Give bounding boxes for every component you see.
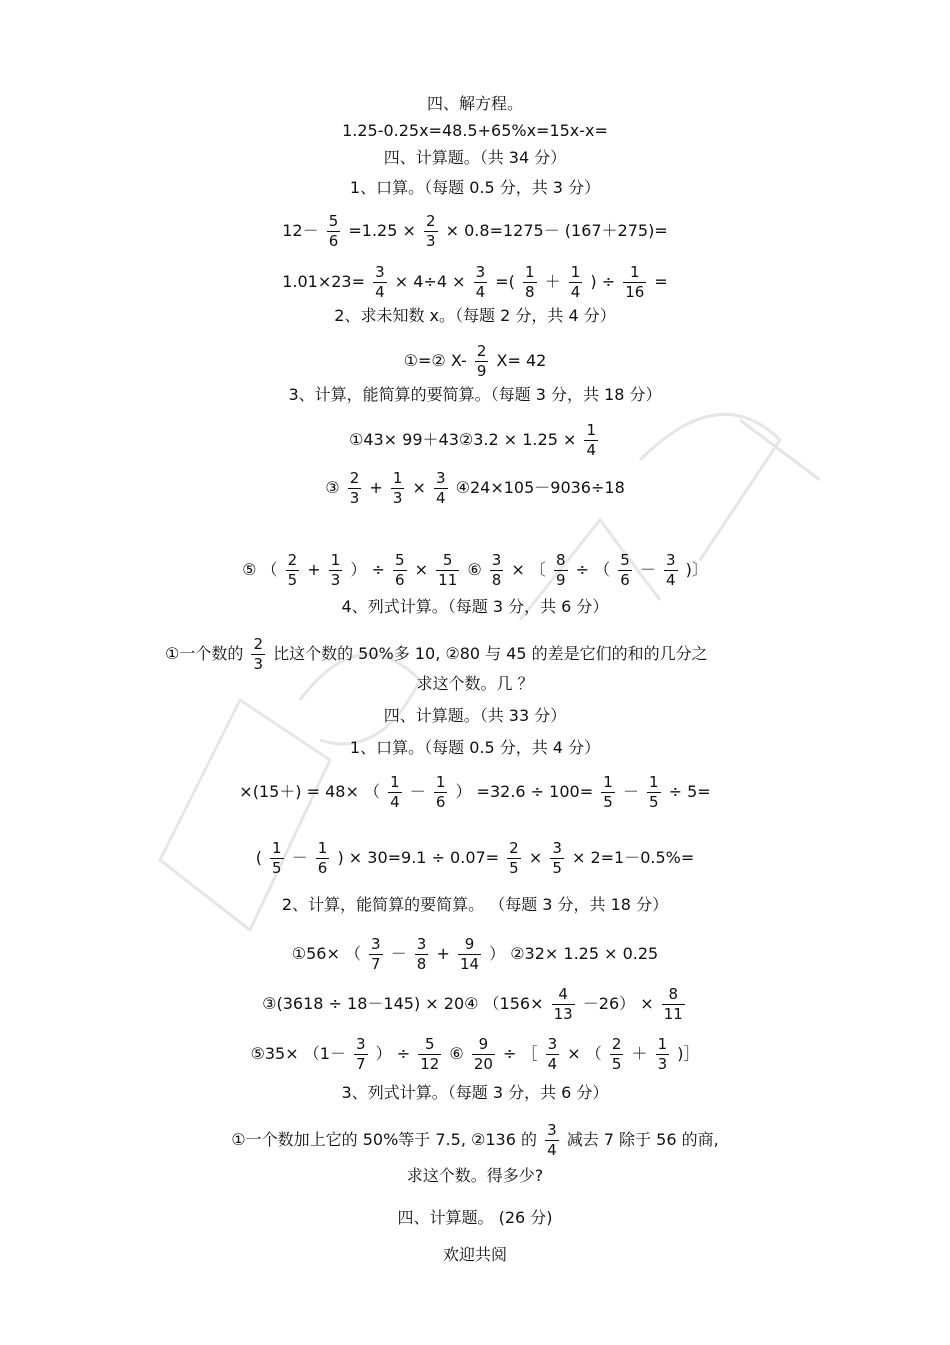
fraction [601,774,615,811]
text-segment: ＋ [544,272,561,291]
text-segment: ⑤35× （1－ [250,1044,346,1063]
numerator: 3 [491,551,502,569]
text-segment: ) × 30=9.1 ÷ 0.07= [337,848,500,867]
section2-word-problem-cont [0,1166,950,1186]
denominator: 4 [666,571,676,589]
denominator: 20 [473,1055,493,1073]
fraction [656,1036,670,1073]
section1-q4-heading [0,597,950,617]
numerator: 2 [611,1035,622,1053]
numerator: 9 [458,936,481,955]
fraction [475,343,489,380]
fraction [393,552,407,589]
denominator: 4 [586,441,597,459]
numerator: 4 [552,986,575,1005]
section1-calc-row1 [0,422,950,459]
text-segment: 3、计算，能简算的要简算。（每题 3 分，共 18 分） [288,385,662,404]
text-segment: ④24×105－9036÷18 [455,478,625,497]
denominator: 11 [663,1005,683,1023]
section3-title [0,1208,950,1228]
fraction [618,552,632,589]
numerator: 1 [603,773,613,791]
text-segment: =( [495,272,515,291]
fraction [373,264,387,301]
denominator: 4 [435,489,446,507]
section1-word-problem-cont [0,674,950,694]
denominator: 5 [611,1055,622,1073]
text-segment: X= 42 [496,351,547,370]
text-segment: ①一个数的 [165,644,244,663]
section1-q2-heading [0,306,950,326]
text-segment: ⑥ [449,1044,464,1063]
section2-q3-heading [0,1083,950,1103]
text-segment: 2、求未知数 x。（每题 2 分，共 4 分） [334,306,616,325]
fraction [490,552,504,589]
fraction [286,552,300,589]
denominator: 7 [355,1055,366,1073]
fraction [584,422,598,459]
numerator: 1 [570,263,581,281]
fraction [415,936,429,973]
fraction [316,840,330,877]
numerator: 3 [435,469,446,487]
text-segment: 1、口算。（每题 0.5 分，共 4 分） [349,738,601,757]
fraction [348,470,362,507]
numerator: 3 [547,1035,558,1053]
footer-text [0,1245,950,1265]
numerator: 1 [390,773,400,791]
denominator: 8 [524,283,535,301]
denominator: 5 [603,793,613,811]
numerator: 1 [648,773,659,791]
section2-q1-heading [0,738,950,758]
denominator: 3 [392,489,403,507]
numerator: 3 [475,263,486,281]
fraction [523,264,537,301]
section1-oral-row2 [0,264,950,301]
fraction [327,213,341,250]
text-segment: ÷ 5= [668,782,711,801]
section2-oral-row1 [0,774,950,811]
text-segment: 四、计算题。 (26 分) [397,1208,553,1227]
text-segment: ①43× 99＋43②3.2 × 1.25 × [348,430,577,449]
section1-word-problem [165,636,708,673]
numerator: 3 [547,1121,557,1139]
denominator: 13 [553,1005,573,1023]
text-segment: 1、口算。（每题 0.5 分，共 3 分） [349,178,601,197]
denominator: 5 [509,859,519,877]
fraction [569,264,583,301]
fraction [424,213,438,250]
text-segment: ①一个数加上它的 50%等于 7.5, ②136 的 [231,1130,537,1149]
denominator: 4 [390,793,400,811]
text-segment: 四、计算题。（共 34 分） [383,148,567,167]
denominator: 11 [438,571,458,589]
denominator: 4 [375,283,385,301]
text-segment: 求这个数。几 ？ [416,674,534,693]
text-segment: + [307,560,321,579]
text-segment: － [409,782,426,801]
text-segment: 比这个数的 50%多 10, ②80 与 45 的差是它们的和的几分之 [273,644,708,663]
fraction [664,552,678,589]
denominator: 3 [425,232,436,250]
text-segment: － [390,944,407,963]
denominator: 4 [475,283,486,301]
section1-q1-heading [0,178,950,198]
text-segment: ） ②32× 1.25 × 0.25 [489,944,659,963]
denominator: 3 [330,571,341,589]
numerator: 2 [253,635,263,653]
denominator: 12 [420,1055,440,1073]
denominator: 16 [625,283,645,301]
section2-calc-row2 [0,986,950,1023]
section1-calc-row2 [0,470,950,507]
denominator: 5 [648,793,659,811]
denominator: 3 [657,1055,668,1073]
denominator: 14 [459,955,480,973]
section2-word-problem [0,1122,950,1159]
numerator: 9 [472,1036,495,1055]
text-segment: 2、计算，能简算的要简算。 （每题 3 分，共 18 分） [281,895,669,914]
fraction [434,470,448,507]
text-segment: ) ÷ [590,272,616,291]
denominator: 4 [570,283,581,301]
denominator: 6 [395,571,405,589]
denominator: 4 [547,1055,558,1073]
text-segment: 四、解方程。 [426,94,523,113]
denominator: 8 [491,571,502,589]
numerator: 1 [392,469,403,487]
text-segment: 求这个数。得多少? [406,1166,544,1185]
text-segment: ） ÷ [375,1044,411,1063]
text-segment: × （ [567,1044,602,1063]
text-segment: ÷ （ [575,560,611,579]
section2-calc-row3 [0,1036,950,1073]
text-segment: ⑥ [467,560,482,579]
fraction [554,552,568,589]
fraction [472,1036,495,1073]
text-segment: ( [255,848,262,867]
fraction [507,840,521,877]
text-segment: 3、列式计算。（每题 3 分，共 6 分） [341,1083,609,1102]
denominator: 9 [556,571,566,589]
numerator: 1 [524,263,535,281]
fraction [369,936,383,973]
text-segment: ③ [325,478,340,497]
text-segment: ⑤ （ [242,560,278,579]
fraction [545,1122,559,1159]
numerator: 2 [349,469,360,487]
denominator: 5 [272,859,282,877]
text-segment: × [412,478,426,497]
fraction [270,840,284,877]
fraction [418,1036,441,1073]
fraction [436,552,459,589]
denominator: 5 [287,571,298,589]
fraction [329,552,343,589]
text-segment: 12－ [282,221,319,240]
text-segment: ＋ [631,1044,648,1063]
numerator: 8 [662,986,685,1005]
fraction [610,1036,624,1073]
numerator: 3 [371,935,381,953]
text-segment: － [622,782,639,801]
text-segment: + [436,944,450,963]
numerator: 1 [657,1035,668,1053]
text-segment: ） ÷ [350,560,385,579]
denominator: 5 [552,859,562,877]
numerator: 1 [435,773,446,791]
denominator: 3 [349,489,360,507]
numerator: 1 [317,839,328,857]
fraction [623,264,646,301]
section2-oral-row2 [0,840,950,877]
fraction [388,774,402,811]
denominator: 7 [371,955,381,973]
numerator: 1 [623,264,646,283]
denominator: 3 [253,655,263,673]
numerator: 5 [620,551,630,569]
text-segment: ） =32.6 ÷ 100= [455,782,594,801]
denominator: 8 [416,955,427,973]
denominator: 6 [435,793,446,811]
section1-unknown-row [0,343,950,380]
numerator: 5 [328,212,339,230]
text-segment: ×(15＋) = 48× （ [239,782,380,801]
fraction [474,264,488,301]
fraction [546,1036,560,1073]
section2-calc-row1 [0,936,950,973]
text-segment: 1.25-0.25x=48.5+65%x=15x-x= [342,121,608,140]
text-segment: × [528,848,543,867]
text-segment: ①56× （ [291,944,361,963]
text-segment: 四、计算题。（共 33 分） [383,706,567,725]
fraction [550,840,564,877]
text-segment: － [639,560,656,579]
text-segment: )］ [677,1044,700,1063]
text-segment: 1.01×23= [282,272,365,291]
numerator: 1 [272,839,282,857]
text-segment: × [414,560,429,579]
denominator: 4 [547,1141,557,1159]
numerator: 3 [666,551,676,569]
text-segment: ÷ ［ [503,1044,538,1063]
section1-calc-row3 [0,552,950,589]
numerator: 2 [425,212,436,230]
section1-title [0,148,950,168]
section1-q3-heading [0,385,950,405]
fraction [434,774,448,811]
text-segment: －26） × [582,994,654,1013]
numerator: 1 [330,551,341,569]
numerator: 3 [355,1035,366,1053]
equation-line [0,121,950,141]
text-segment: =1.25 × [348,221,416,240]
numerator: 5 [418,1036,441,1055]
fraction [552,986,575,1023]
text-segment: = [654,272,668,291]
denominator: 6 [328,232,339,250]
fraction [662,986,685,1023]
denominator: 6 [620,571,630,589]
text-segment: )〕 [685,560,708,579]
numerator: 2 [476,342,487,360]
numerator: 5 [395,551,405,569]
section1-oral-row1 [0,213,950,250]
text-segment: ①=② X- [403,351,467,370]
text-segment: × 2=1－0.5%= [571,848,695,867]
numerator: 5 [436,552,459,571]
text-segment: 减去 7 除于 56 的商, [566,1130,719,1149]
text-segment: － [291,848,308,867]
section2-q2-heading [0,895,950,915]
numerator: 2 [509,839,519,857]
text-segment: + [369,478,383,497]
fraction [354,1036,368,1073]
section-title-solve-equations [0,94,950,114]
text-segment: 4、列式计算。（每题 3 分，共 6 分） [341,597,609,616]
text-segment: × 0.8=1275－ (167＋275)= [445,221,668,240]
fraction [391,470,405,507]
text-segment: × 〔 [511,560,546,579]
text-segment: 欢迎共阅 [442,1245,507,1264]
fraction [647,774,661,811]
fraction [458,936,481,973]
text-segment: × 4÷4 × [394,272,466,291]
text-segment: ③(3618 ÷ 18－145) × 20④ （156× [262,994,544,1013]
numerator: 1 [586,421,597,439]
numerator: 3 [375,263,385,281]
numerator: 2 [287,551,298,569]
numerator: 8 [556,551,566,569]
numerator: 3 [416,935,427,953]
denominator: 9 [476,362,487,380]
section2-title [0,706,950,726]
numerator: 3 [552,839,562,857]
denominator: 6 [317,859,328,877]
fraction [251,636,265,673]
